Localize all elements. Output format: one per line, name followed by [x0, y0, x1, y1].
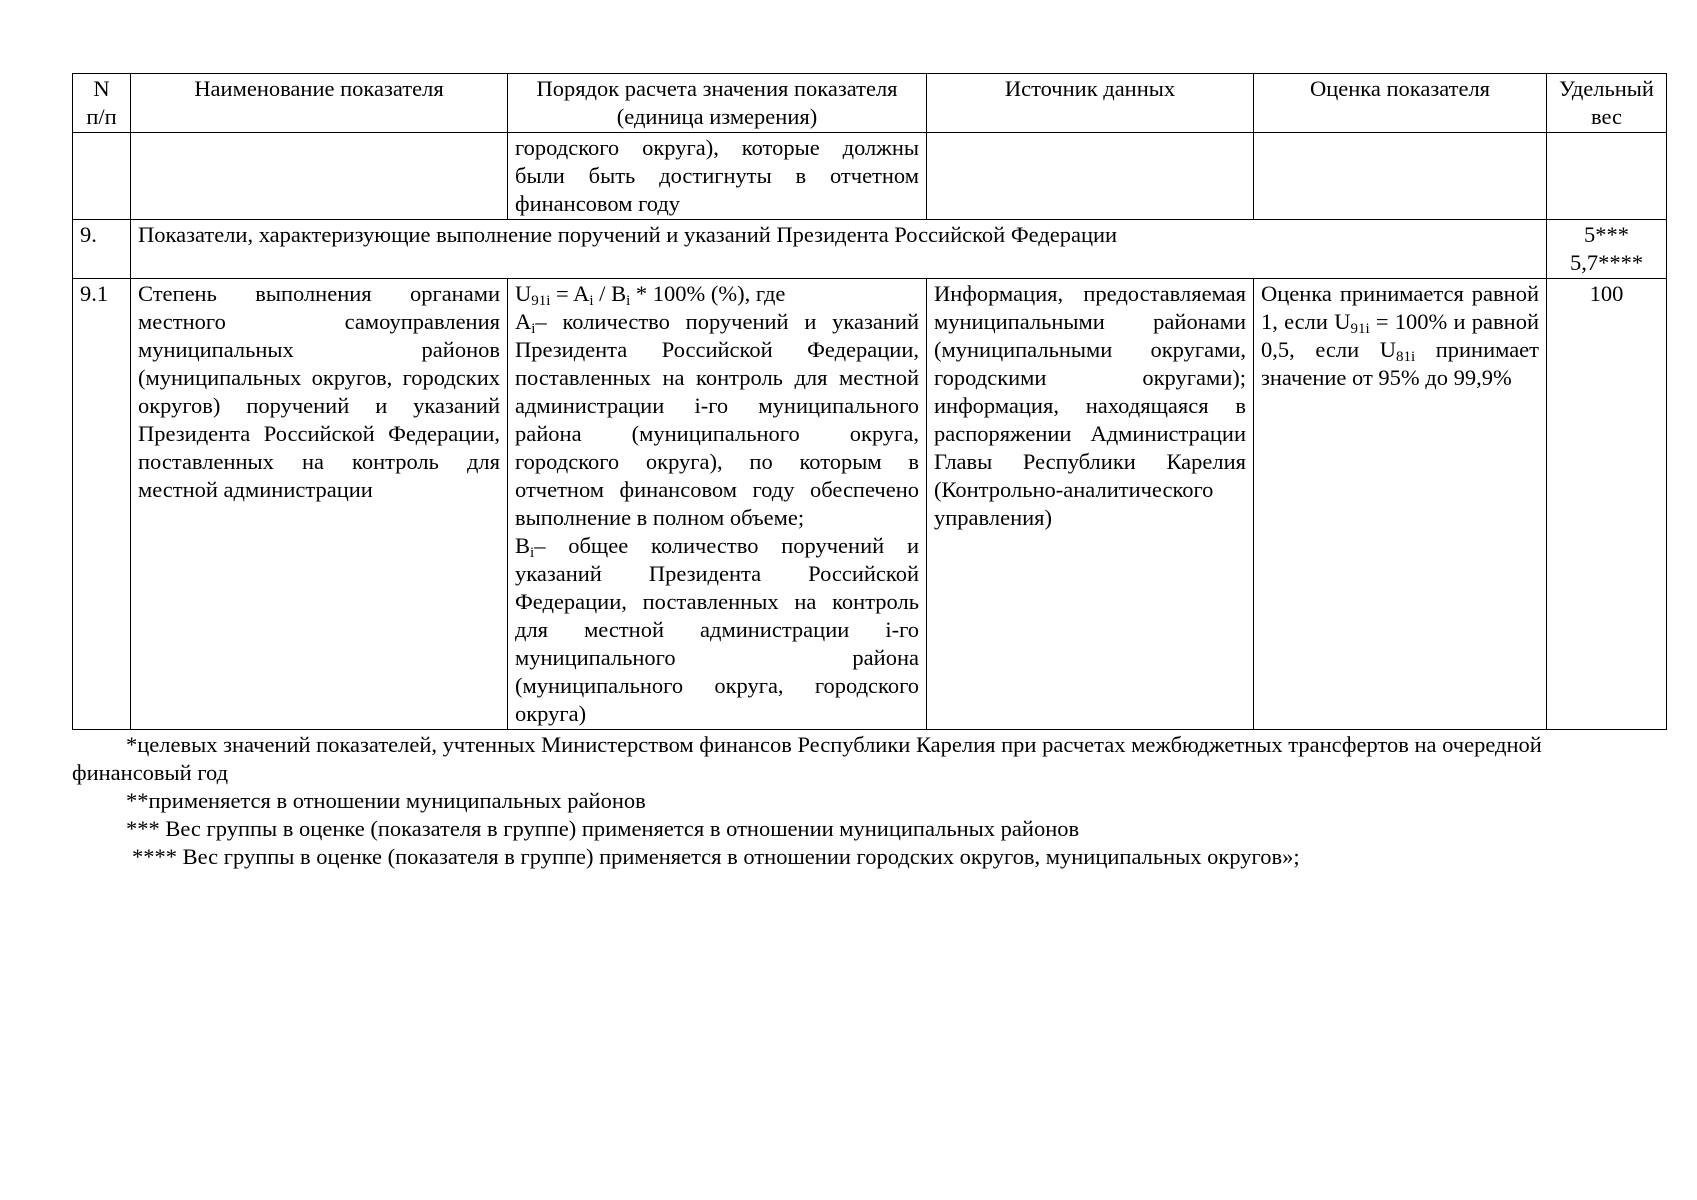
- document-page: [72, 73, 1666, 871]
- header-weight: Удельный вес: [1547, 74, 1667, 133]
- footnotes: [72, 731, 1666, 871]
- row-calc-formula: [508, 279, 927, 730]
- formula-a-definition: $A_i-$ количество поручений и указаний Президента Российской Федерации, поставленных на контроль для местной администрации i-го муниципального района (муниципального округа, городского округа), по которым в отчетном финансовом году обеспечено выполнение в полном объеме;: [515, 309, 919, 530]
- section-weight-districts: 5***: [1584, 222, 1629, 247]
- cont-weight: [1547, 133, 1667, 220]
- cont-num: [73, 133, 131, 220]
- header-eval: Оценка показателя: [1254, 74, 1547, 133]
- row-evaluation: Оценка принимается равной 1, если $U_{91i} = 100\%$ и равной 0,5, если $U_{81i}$ принимает значение от 95% до 99,9%: [1254, 279, 1547, 730]
- header-calc: Порядок расчета значения показателя (единица измерения): [508, 74, 927, 133]
- section-weight: [1547, 220, 1667, 279]
- cont-calc: городского округа), которые должны были быть достигнуты в отчетном финансовом году: [508, 133, 927, 220]
- indicators-table: [72, 73, 1667, 730]
- section-num: 9.: [73, 220, 131, 279]
- cont-source: [927, 133, 1254, 220]
- row-indicator-name: Степень выполнения органами местного самоуправления муниципальных районов (муниципальных округов, городских округов) поручений и указаний Президента Российской Федерации, поставленных на контроль для местной администрации: [131, 279, 508, 730]
- footnote-2: **применяется в отношении муниципальных районов: [126, 788, 646, 813]
- footnote-4: **** Вес группы в оценке (показателя в группе) применяется в отношении городских округов, муниципальных округов»;: [132, 844, 1300, 869]
- header-num: N п/п: [73, 74, 131, 133]
- footnote-3: *** Вес группы в оценке (показателя в группе) применяется в отношении муниципальных районов: [126, 816, 1080, 841]
- formula-b-definition: $B_i-$ общее количество поручений и указаний Президента Российской Федерации, поставленных на контроль для местной администрации i-го муниципального района (муниципального округа, городского округа): [515, 533, 919, 726]
- formula-line: $U_{91i} = A_i / B_i * 100\%$ (%), где: [515, 281, 786, 309]
- table-row-9-1: [73, 279, 1667, 730]
- section-weight-okrugs: 5,7****: [1569, 250, 1644, 275]
- header-source: Источник данных: [927, 74, 1254, 133]
- row-num: 9.1: [73, 279, 131, 730]
- table-row-continuation: [73, 133, 1667, 220]
- section-title: Показатели, характеризующие выполнение поручений и указаний Президента Российской Федерации: [131, 220, 1547, 279]
- cont-eval: [1254, 133, 1547, 220]
- table-header-row: [73, 74, 1667, 133]
- row-weight: 100: [1547, 279, 1667, 730]
- header-name: Наименование показателя: [131, 74, 508, 133]
- row-data-source: Информация, предоставляемая муниципальными районами (муниципальными округами, городскими округами); информация, находящаяся в распоряжении Администрации Главы Республики Карелия (Контрольно-аналитического управления): [927, 279, 1254, 730]
- footnote-1: *целевых значений показателей, учтенных Министерством финансов Республики Карелия при расчетах межбюджетных трансфертов на очередной финансовый год: [72, 732, 1542, 785]
- cont-name: [131, 133, 508, 220]
- table-row-section-9: [73, 220, 1667, 279]
